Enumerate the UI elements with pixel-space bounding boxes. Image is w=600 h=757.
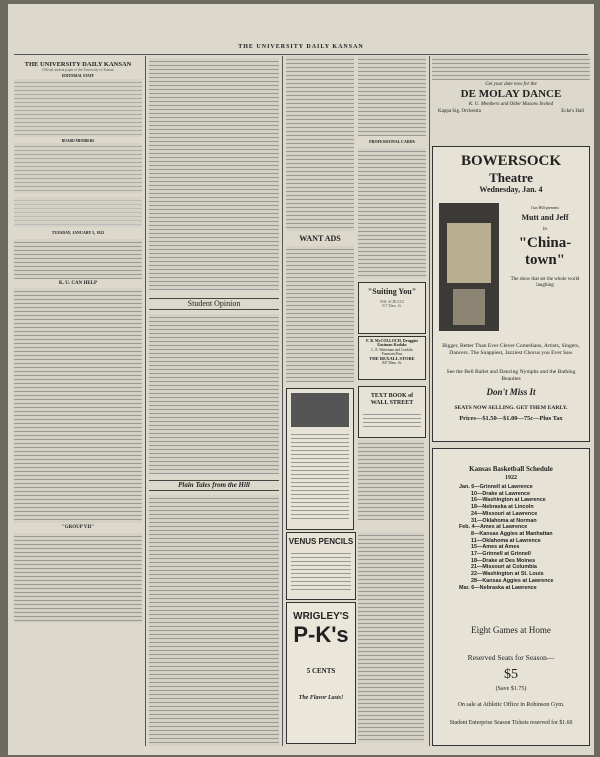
- bowersock-ad: [432, 146, 590, 442]
- schedule-item: 31—Oklahoma at Norman: [471, 517, 537, 524]
- schedule-item: 22—Washington at St. Louis: [471, 571, 544, 578]
- head-group-vii: "GROUP VII": [62, 525, 94, 531]
- classifieds-1: [358, 56, 426, 136]
- schedule-year: 1922: [505, 475, 517, 481]
- mutt-jeff-poster: [439, 203, 499, 331]
- on-sale: On sale at Athletic Office in Robinson Gym.: [457, 702, 565, 708]
- flavor-lasts: The Flavor Lasts!: [298, 695, 344, 701]
- schedule-item: 15—Ames at Ames: [471, 544, 520, 551]
- fountain-pens: L. E. Waterman and Conklin: [371, 347, 413, 352]
- theatre: Theatre: [489, 170, 533, 185]
- schedule-item: 16—Washington at Lawrence: [471, 497, 546, 504]
- schedule-item: Mar. 6—Nebraska at Lawrence: [459, 584, 537, 591]
- mutt-and-jeff: Mutt and Jeff: [521, 213, 569, 222]
- wrigley-ad: [286, 602, 356, 744]
- col-rule-1: [145, 56, 146, 746]
- want-ads-text: [286, 246, 354, 382]
- poster-figure: [453, 289, 485, 325]
- column-4: [432, 56, 590, 746]
- save-amount: (Save $1.75): [495, 686, 527, 692]
- schedule-item: 24—Missouri at Lawrence: [471, 510, 538, 517]
- editorial-text-1: [14, 239, 142, 279]
- staff-list: [14, 79, 142, 137]
- head-can-help: K. U. CAN HELP: [58, 281, 98, 287]
- wall-street: WALL STREET: [370, 400, 414, 406]
- schedule-item: 28—Kansas Aggies at Lawrence: [471, 577, 554, 584]
- professional-cards: [358, 148, 426, 278]
- kodaks: Eastman Kodaks: [377, 342, 407, 348]
- column-2: [149, 56, 279, 746]
- editorial-text-3: [14, 533, 142, 623]
- col-rule-2: [282, 56, 283, 746]
- column3-text-2: [358, 440, 424, 520]
- suiting-you: "Suiting You": [367, 287, 417, 296]
- schultz-ad: [358, 282, 426, 334]
- demolay-dance: DE MOLAY DANCE: [460, 88, 562, 100]
- typewriter-image: [291, 393, 349, 427]
- student-opinion-head: Student Opinion: [149, 298, 279, 310]
- schedule-item: Feb. 4—Ames at Lawrence: [459, 524, 528, 531]
- board-head: BOARD MEMBERS: [61, 138, 95, 143]
- pks: P-K's: [293, 622, 349, 647]
- textbook-of: TEXT BOOK of: [370, 393, 414, 399]
- schedule-item: 18—Nebraska at Lincoln: [471, 504, 534, 511]
- column4-top-text: [432, 56, 590, 80]
- dont-miss: Don't Miss It: [486, 387, 536, 397]
- kappa-sig: Kappa Sig. Orchestra: [438, 109, 481, 114]
- student-opinion-text: [149, 314, 279, 474]
- board-list: [14, 143, 142, 193]
- schedule-item: 11—Oklahoma at Lawrence: [471, 537, 541, 544]
- demolay-sub: K. U. Members and Older Masons Invited: [468, 102, 554, 107]
- schedule-item: 18—Drake at Des Moines: [471, 557, 536, 564]
- pharmacy: F. B. McCOLLOCH, Druggist: [366, 338, 418, 343]
- masthead-notes: [14, 197, 142, 227]
- reserved-seats: Reserved Seats for Season—: [467, 653, 555, 662]
- typewriter-text: [291, 431, 349, 521]
- eckes-hall: Ecke's Hall: [561, 109, 584, 114]
- student-enterprise: Student Enterprise Season Tickets reserved for $1.60: [449, 720, 573, 726]
- wrigleys: WRIGLEY'S: [293, 611, 349, 622]
- seats-selling: SEATS NOW SELLING. GET THEM EARLY.: [454, 405, 568, 411]
- schedule-item: 8—Kansas Aggies at Manhattan: [471, 530, 553, 537]
- season-price: $5: [504, 667, 518, 682]
- demolay-footer: [432, 108, 590, 115]
- bowersock: BOWERSOCK: [460, 153, 562, 169]
- editorial-staff-head: EDITORIAL STAFF: [61, 74, 95, 79]
- schedule-item: 21—Missouri at Columbia: [471, 564, 537, 571]
- nymphs: See the Bell Ballet and Dancing Nymphs and the Bathing Beauties: [446, 369, 576, 382]
- in: in: [543, 227, 547, 232]
- venus-text: [291, 550, 351, 590]
- basketball-title: Kansas Basketball Schedule: [469, 465, 553, 473]
- five-cents: 5 CENTS: [306, 667, 336, 675]
- date-line: TUESDAY, JANUARY 3, 1922: [51, 229, 105, 235]
- plain-tales-text: [149, 495, 279, 746]
- show-date: Wednesday, Jan. 4: [479, 185, 543, 194]
- rexall-address: 847 Mass. St.: [382, 361, 402, 366]
- prices: Prices—$1.50—$1.00—75c—Plus Tax: [459, 415, 563, 422]
- schedule-item: Jan. 6—Grinnell at Lawrence: [459, 484, 533, 490]
- column-3: [286, 56, 426, 746]
- rexall-ad: [358, 336, 426, 380]
- rexall-store: THE REXALL STORE: [369, 356, 415, 362]
- schultz-address: 917 Mass. St.: [382, 304, 402, 309]
- schedule-item: 17—Grinnell at Grinnell: [471, 551, 531, 558]
- home-games: Eight Games at Home: [471, 625, 551, 635]
- paper-title: THE UNIVERSITY DAILY KANSAN: [24, 61, 132, 68]
- basketball-ad: [432, 448, 590, 746]
- show-tagline: The show that set the whole world laughing: [510, 277, 580, 288]
- venus-ad: [286, 532, 356, 600]
- venus-pencils: VENUS PENCILS: [288, 537, 354, 546]
- plain-tales-head: Plain Tales from the Hill: [149, 480, 279, 491]
- wall-street-text: [363, 411, 421, 429]
- col-rule-3: [429, 56, 430, 746]
- paper-sub: Official student paper of the University of Kansas: [42, 68, 114, 72]
- fountain-pens-2: Fountain Pens: [381, 351, 403, 356]
- masthead: THE UNIVERSITY DAILY KANSAN: [238, 44, 364, 50]
- want-ads-head: WANT ADS: [299, 234, 341, 243]
- column3-text-3: [358, 532, 424, 742]
- newspaper-page: [8, 4, 594, 755]
- get-date: Get your date now for the: [485, 82, 537, 87]
- china-town: "China-town": [518, 235, 572, 268]
- schedule-item: 10—Drake at Lawrence: [471, 490, 531, 497]
- editorial-text-2: [14, 288, 142, 523]
- typewriter-ad: [286, 388, 354, 530]
- professional-cards-head: PROFESSIONAL CARDS: [369, 139, 415, 144]
- bigger-better: Bigger, Better Than Ever Clever Comedians, Artists, Singers, Dancers. The Snappiest, Jazziest Chorus you Ever Saw: [442, 343, 580, 356]
- poster-title-block: [447, 223, 491, 283]
- schultz-name: WM. SCHULTZ: [379, 300, 405, 304]
- top-rule: [14, 54, 588, 55]
- demolay-ad: [432, 82, 590, 140]
- wall-street-ad: [358, 386, 426, 438]
- schedule-list: [459, 484, 589, 591]
- column2-text-top: [149, 58, 279, 290]
- presents: Gus Hill presents: [531, 205, 559, 210]
- column3-text: [286, 56, 354, 231]
- column-1: [14, 56, 142, 746]
